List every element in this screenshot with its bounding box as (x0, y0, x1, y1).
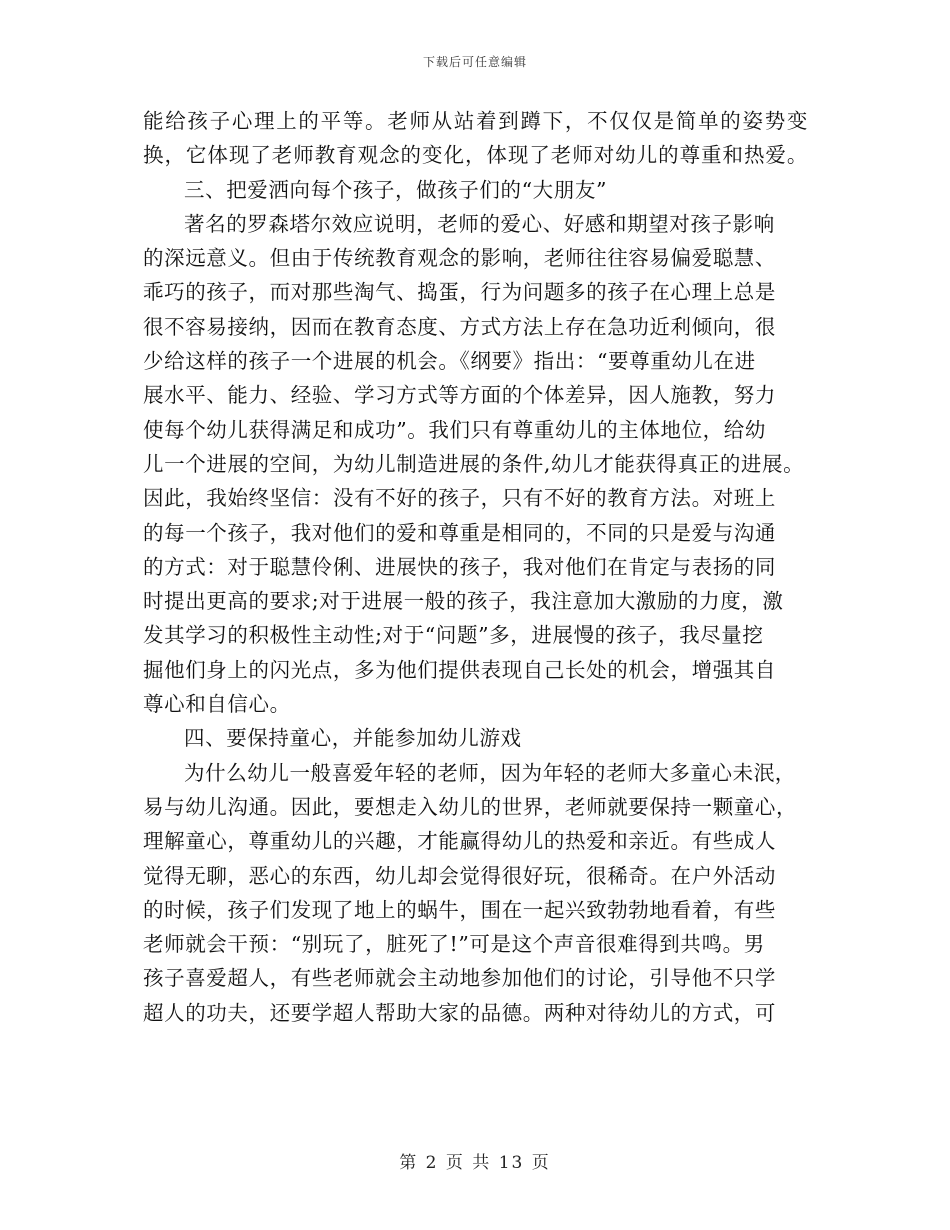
text-line: 展水平、能力、经验、学习方式等方面的个体差异，因人施教，努力 (143, 383, 776, 408)
text-line: 的深远意义。但由于传统教育观念的影响，老师往往容易偏爱聪慧、 (143, 246, 776, 271)
text-line: 时提出更高的要求;对于进展一般的孩子，我注意加大激励的力度，激 (143, 589, 784, 614)
page-number: 第 2 页 共 13 页 (399, 1153, 551, 1173)
text-line: 换，它体现了老师教育观念的变化，体现了老师对幼儿的尊重和热爱。 (143, 143, 808, 168)
text-line: 因此，我始终坚信：没有不好的孩子，只有不好的教育方法。对班上 (143, 486, 776, 511)
page-header-note: 下载后可任意编辑 (422, 55, 527, 69)
text-line: 易与幼儿沟通。因此，要想走入幼儿的世界，老师就要保持一颗童心， (143, 794, 798, 819)
text-line: 孩子喜爱超人，有些老师就会主动地参加他们的讨论，引导他不只学 (143, 966, 776, 991)
text-line: 老师就会干预：“别玩了，脏死了!”可是这个声音很难得到共鸣。男 (143, 932, 765, 957)
text-line: 的每一个孩子，我对他们的爱和尊重是相同的，不同的只是爱与沟通 (143, 520, 776, 545)
text-line: 少给这样的孩子一个进展的机会。《纲要》指出：“要尊重幼儿在进 (143, 349, 756, 374)
section-heading: 三、把爱洒向每个孩子，做孩子们的“大朋友” (184, 177, 608, 202)
text-line: 乖巧的孩子，而对那些淘气、捣蛋，行为问题多的孩子在心理上总是 (143, 280, 776, 305)
text-line: 为什么幼儿一般喜爱年轻的老师，因为年轻的老师大多童心未泯， (184, 760, 796, 785)
section-heading: 四、要保持童心，并能参加幼儿游戏 (184, 726, 522, 751)
text-line: 掘他们身上的闪光点，多为他们提供表现自己长处的机会，增强其自 (143, 657, 776, 682)
text-line: 理解童心，尊重幼儿的兴趣，才能赢得幼儿的热爱和亲近。有些成人 (143, 829, 776, 854)
text-line: 儿一个进展的空间，为幼儿制造进展的条件,幼儿才能获得真正的进展。 (143, 451, 805, 476)
document-body (143, 104, 808, 1030)
text-line: 使每个幼儿获得满足和成功”。我们只有尊重幼儿的主体地位，给幼 (143, 417, 766, 442)
text-line: 的时候，孩子们发现了地上的蜗牛，围在一起兴致勃勃地看着，有些 (143, 897, 776, 922)
text-line: 的方式：对于聪慧伶俐、进展快的孩子，我对他们在肯定与表扬的同 (143, 554, 776, 579)
text-line: 尊心和自信心。 (143, 692, 291, 717)
text-line: 超人的功夫，还要学超人帮助大家的品德。两种对待幼儿的方式，可 (143, 1000, 776, 1025)
text-line: 能给孩子心理上的平等。老师从站着到蹲下，不仅仅是简单的姿势变 (143, 109, 808, 133)
text-line: 觉得无聊，恶心的东西，幼儿却会觉得很好玩，很稀奇。在户外活动 (143, 863, 776, 888)
text-line: 著名的罗森塔尔效应说明，老师的爱心、好感和期望对孩子影响 (184, 211, 775, 236)
text-line: 发其学习的积极性主动性;对于“问题”多，进展慢的孩子，我尽量挖 (143, 623, 764, 648)
text-line: 很不容易接纳，因而在教育态度、方式方法上存在急功近利倾向，很 (143, 314, 776, 339)
